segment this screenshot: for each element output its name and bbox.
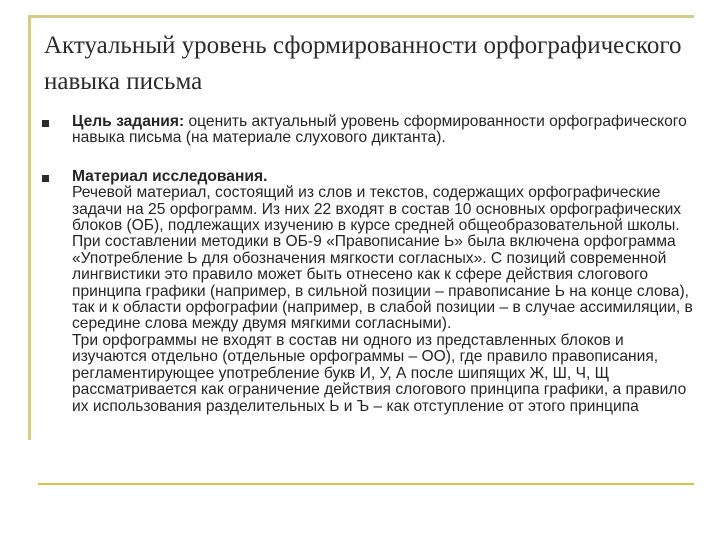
bullet-goal-text: оценить актуальный уровень сформированности орфографического навыка письма (на материале слухового диктанта). [72, 113, 687, 147]
slide-bottom-rule [38, 483, 694, 485]
bullet-goal-label: Цель задания: [72, 113, 185, 130]
bullet-goal [38, 114, 698, 147]
slide-title: Актуальный уровень сформированности орфографического навыка письма [44, 32, 682, 95]
bullet-material-label: Материал исследования. [72, 167, 268, 185]
bullet-material [38, 169, 698, 415]
material-paragraph-2: При составлении методики в ОБ-9 «Правописание Ь» была включена орфограмма «Употребление Ь для обозначения мягкости согласных». С позиций современной лингвистики это правило может быть отнесено как к сфере действия слогового принципа графики (например, в сильной позиции – правописание Ь на конце слова), так и к области орфографии (например, в слабой позиции – в случае ассимиляции, в середине слова между двумя мягкими согласными). [72, 233, 693, 333]
square-bullet-icon [42, 120, 49, 127]
bullet-list [38, 114, 698, 437]
material-paragraph-1: Речевой материал, состоящий из слов и текстов, содержащих орфографические задачи на 25 орфограмм. Из них 22 входят в состав 10 основных орфографических блоков (ОБ), подлежащих изучению в курсе средней общеобразовательной школы. [72, 184, 682, 235]
slide-top-rule [28, 15, 694, 18]
slide-frame-left-line [28, 15, 31, 440]
square-bullet-icon [42, 175, 49, 182]
material-paragraph-3: Три орфограммы не входят в состав ни одного из представленных блоков и изучаются отдельно (отдельные орфограммы – ОО), где правило правописания, регламентирующее употребление букв И, У, А после шипящих Ж, Ш, Ч, Щ рассматривается как ограничение действия слогового принципа графики, а правило их использования разделительных Ь и Ъ – как отступление от этого принципа [72, 331, 687, 415]
